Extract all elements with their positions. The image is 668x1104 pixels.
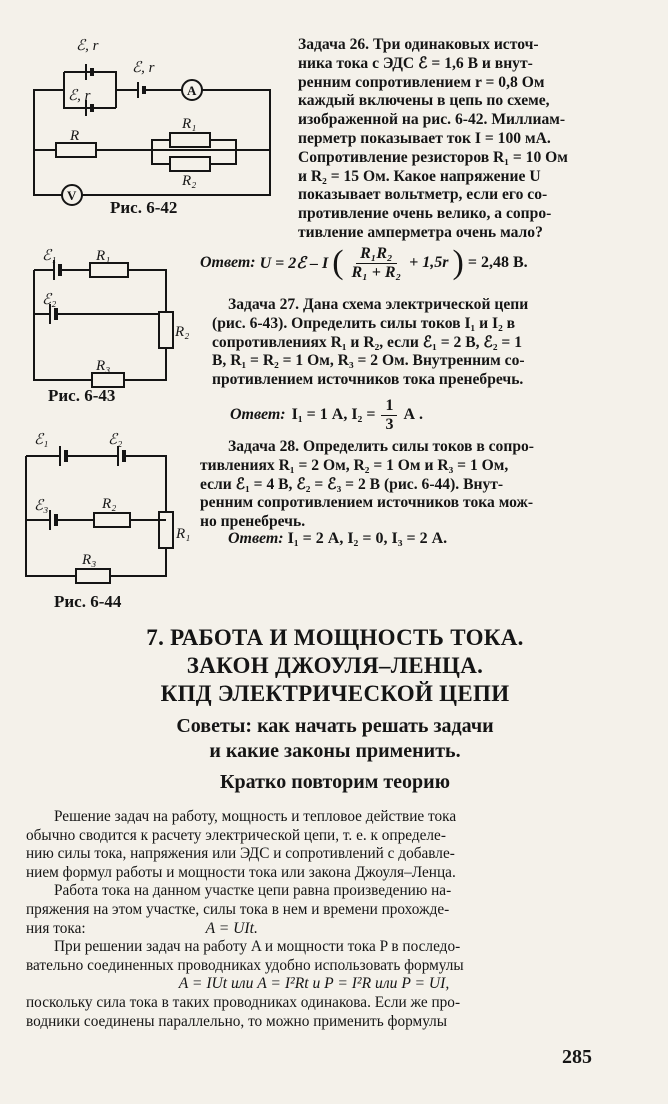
section-subheading-2: Кратко повторим теорию xyxy=(220,771,450,793)
formula: A = UIt. xyxy=(205,919,258,937)
answer-label: Ответ: xyxy=(228,530,284,547)
voltmeter-label: V xyxy=(67,188,77,203)
body-text xyxy=(26,808,602,1031)
text-line: Определить силы токов в сопро- xyxy=(302,438,535,455)
resistor-r-label: R xyxy=(70,128,80,144)
answer-fraction: $\frac{1}{3}$ xyxy=(381,397,397,434)
answer-26: Ответ: U = 2ℰ – I ( $\frac{\text{R₁R₂}}{\text{R₁ + R₂}}$ + 1,5r ) = 2,48 В. xyxy=(200,244,528,281)
resistor-r2-label: R₂ xyxy=(182,173,197,189)
emf1-label: ℰ₁ xyxy=(42,248,57,264)
answer-fraction: $\frac{\text{R₁R₂}}{\text{R₁ + R₂}}$ xyxy=(351,244,402,281)
text-line: изображенной на рис. 6-42. Миллиам- xyxy=(298,111,566,129)
figure-6-42 xyxy=(20,30,280,220)
ammeter-label: A xyxy=(187,83,197,98)
text-line: Работа тока на данном участке цепи равна произведению на- xyxy=(54,882,452,900)
text-line: но пренебречь. xyxy=(200,513,306,531)
resistor-r1-label: R₁ xyxy=(96,248,111,264)
text-line: тивлениях R₁ = 2 Ом, R₂ = 1 Ом и R₃ = 1 Ом, xyxy=(200,456,509,474)
text-line: противление очень велико, а сопро- xyxy=(298,205,552,223)
subheading-line: и какие законы применить. xyxy=(209,740,461,762)
answer-28 xyxy=(228,530,447,548)
figure-caption: Рис. 6-44 xyxy=(54,592,122,611)
text-line: пряжения на этом участке, силы тока в нем и времени прохожде- xyxy=(26,900,450,918)
resistor-r1-label: R₁ xyxy=(176,526,191,542)
figure-caption: Рис. 6-43 xyxy=(48,386,116,405)
text-line: (рис. 6-43). Определить силы токов I₁ и I₂ в xyxy=(212,314,516,332)
answer-label: Ответ: xyxy=(200,254,256,271)
answer-unit: А . xyxy=(403,406,424,423)
problem-title: Задача 26. xyxy=(298,36,370,53)
emf-label-2: ℰ, r xyxy=(68,88,91,104)
text-line: вательно соединенных проводниках удобно использовать формулы xyxy=(26,956,464,974)
text-line: и R₂ = 15 Ом. Какое напряжение U xyxy=(298,167,541,185)
page-number: 285 xyxy=(562,1046,592,1068)
figure-6-43 xyxy=(20,240,190,410)
text-line: При решении задач на работу A и мощности тока P в последо- xyxy=(54,938,461,956)
section-subheading xyxy=(40,714,630,764)
emf-label-1: ℰ, r xyxy=(76,38,99,54)
answer-27 xyxy=(230,392,423,438)
problem-28 xyxy=(200,438,600,532)
text-line: сопротивлениях R₁ и R₂, если ℰ₁ = 2 В, ℰ₂ = 1 xyxy=(212,333,523,351)
answer-text: I₁ = 2 А, I₂ = 0, I₃ = 2 А. xyxy=(287,530,448,547)
emf2-label: ℰ₂ xyxy=(42,292,57,308)
figure-6-44 xyxy=(20,428,200,618)
text-line: перметр показывает ток I = 100 мА. xyxy=(298,129,551,147)
text-line: если ℰ₁ = 4 В, ℰ₂ = ℰ₃ = 2 В (рис. 6-44). Внут- xyxy=(200,475,504,493)
resistor-r2-label: R₂ xyxy=(102,496,117,512)
text-line: показывает вольтметр, если его со- xyxy=(298,186,548,204)
text-line: Решение задач на работу, мощность и тепловое действие тока xyxy=(54,808,457,825)
problem-26 xyxy=(298,36,598,243)
resistor-r3-label: R₃ xyxy=(96,358,111,374)
text-line: ника тока с ЭДС ℰ = 1,6 В и внут- xyxy=(298,54,533,72)
text-line: ренним сопротивлением источников тока мож- xyxy=(200,494,534,512)
formula: A = IUt или A = I²Rt и P = I²R или P = UI, xyxy=(178,975,450,993)
heading-line: КПД ЭЛЕКТРИЧЕСКОЙ ЦЕПИ xyxy=(160,681,510,706)
text-line: ренним сопротивлением r = 0,8 Ом xyxy=(298,73,545,91)
answer-formula-lhs: U = 2ℰ – I xyxy=(259,255,329,272)
emf2-label: ℰ₂ xyxy=(108,432,123,448)
text-line: поскольку сила тока в таких проводниках одинакова. Если же про- xyxy=(26,993,461,1011)
text-line: ния тока: xyxy=(26,919,86,937)
problem-27 xyxy=(212,296,598,390)
text-line: Дана схема электрической цепи xyxy=(302,296,529,313)
text-line: Три одинаковых источ- xyxy=(372,36,539,53)
emf3-label: ℰ₃ xyxy=(34,498,49,514)
subheading-line: Советы: как начать решать задачи xyxy=(176,715,494,737)
answer-formula-tail: + 1,5r xyxy=(409,254,449,271)
answer-value: = 2,48 В. xyxy=(467,254,528,271)
text-line: обычно сводится к расчету электрической цепи, т. е. к определе- xyxy=(26,826,446,844)
figure-caption: Рис. 6-42 xyxy=(110,198,178,217)
circuit-diagram-6-43 xyxy=(20,240,190,410)
emf1-label: ℰ₁ xyxy=(34,432,49,448)
text-line: тивление амперметра очень мало? xyxy=(298,223,543,241)
resistor-r1-label: R₁ xyxy=(182,116,197,132)
text-line: Сопротивление резисторов R₁ = 10 Ом xyxy=(298,148,568,166)
text-line: нием формул работы и мощности тока или закона Джоуля–Ленца. xyxy=(26,863,456,881)
resistor-r3-label: R₃ xyxy=(82,552,97,568)
answer-text: I₁ = 1 А, I₂ = xyxy=(291,406,376,423)
circuit-diagram-6-42 xyxy=(20,30,280,220)
circuit-diagram-6-44 xyxy=(20,428,200,618)
text-line: каждый включены в цепь по схеме, xyxy=(298,92,550,110)
text-line: водники соединены параллельно, то можно применить формулы xyxy=(26,1012,448,1030)
text-line: нию силы тока, напряжения или ЭДС и сопротивлений с добавле- xyxy=(26,845,455,863)
answer-label: Ответ: xyxy=(230,406,286,423)
heading-line: 7. РАБОТА И МОЩНОСТЬ ТОКА. xyxy=(146,625,524,650)
text-line: В, R₁ = R₂ = 1 Ом, R₃ = 2 Ом. Внутренним со- xyxy=(212,352,525,370)
problem-title: Задача 27. xyxy=(228,296,300,313)
section-heading xyxy=(40,624,630,708)
heading-line: ЗАКОН ДЖОУЛЯ–ЛЕНЦА. xyxy=(186,653,484,678)
resistor-r2-label: R₂ xyxy=(175,324,190,340)
emf-label-3: ℰ, r xyxy=(132,60,155,76)
problem-title: Задача 28. xyxy=(228,438,300,455)
text-line: противлением источников тока пренебречь. xyxy=(212,371,524,389)
